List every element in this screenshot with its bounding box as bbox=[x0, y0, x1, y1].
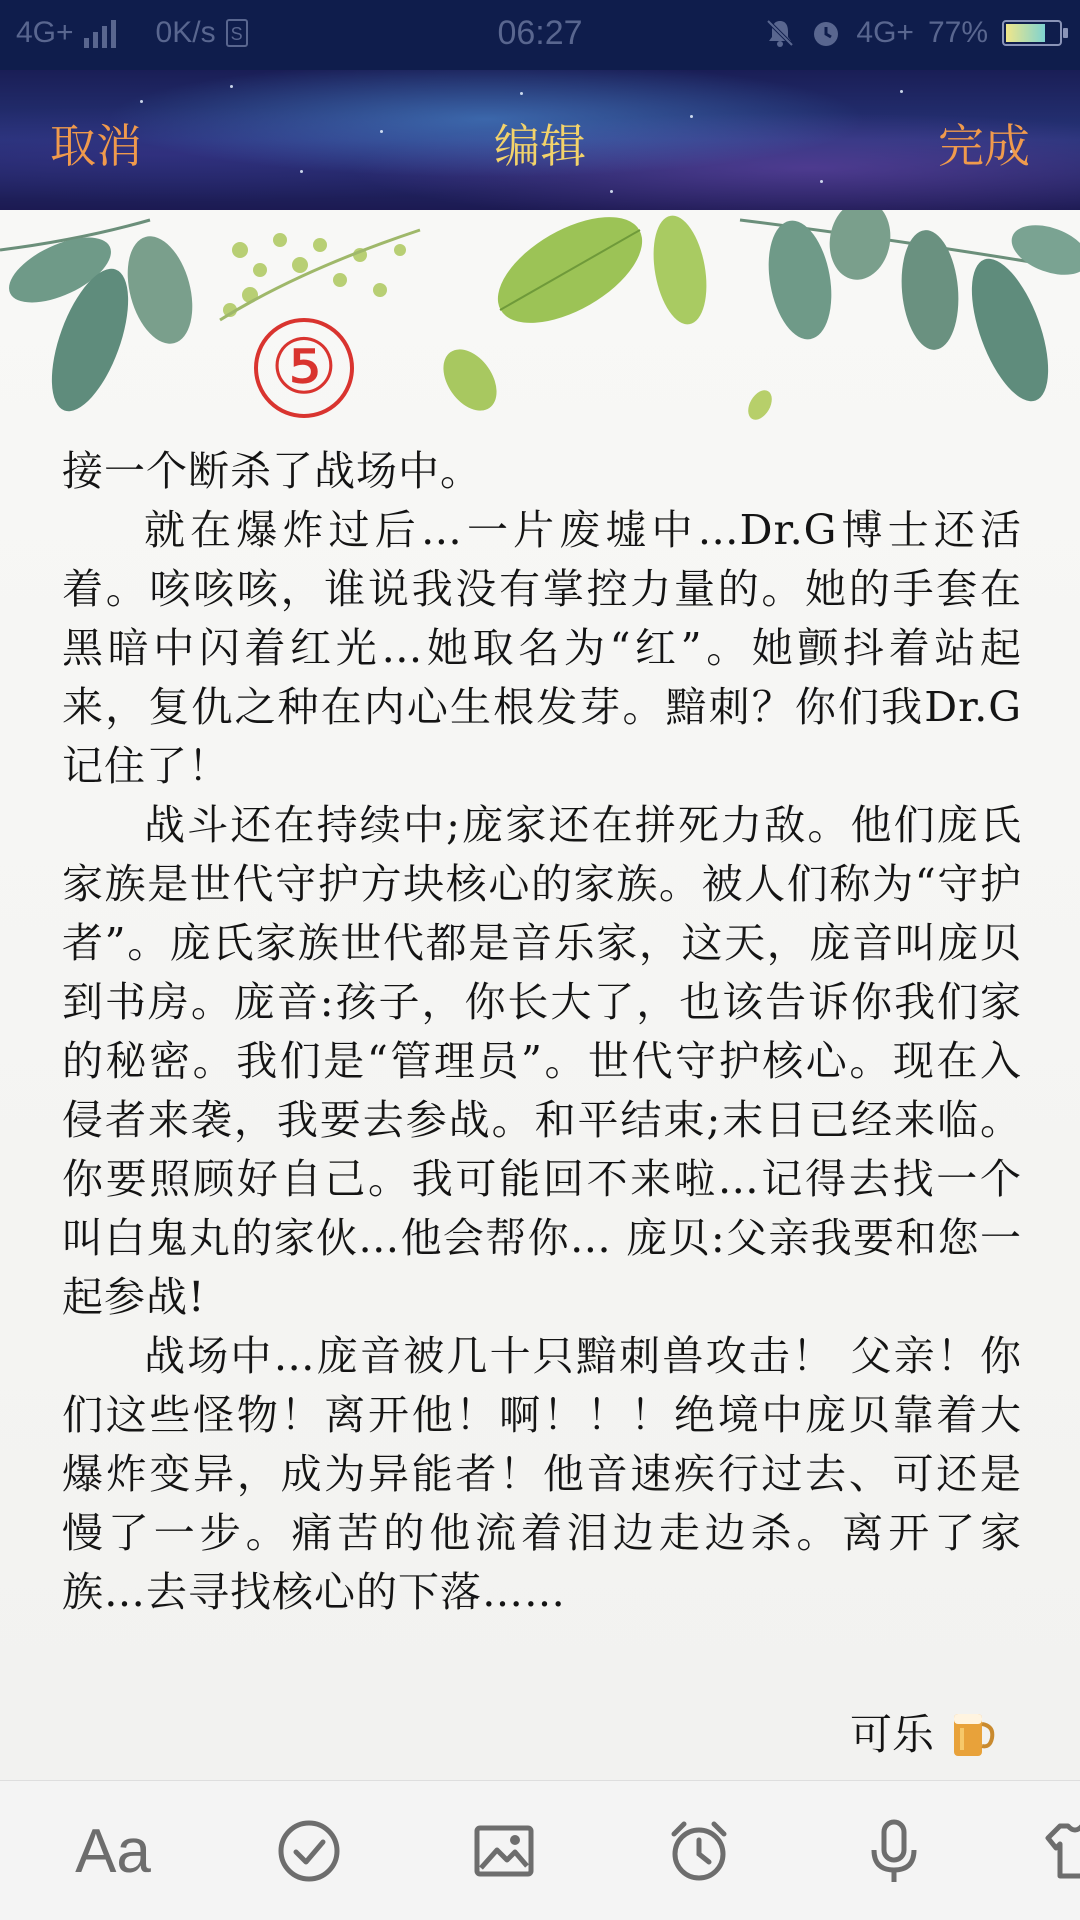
image-icon[interactable] bbox=[459, 1809, 549, 1893]
done-button[interactable]: 完成 bbox=[938, 110, 1030, 176]
clock: 06:27 bbox=[497, 14, 583, 52]
font-style-icon[interactable]: Aa bbox=[75, 1816, 151, 1886]
battery-percent: 77% bbox=[927, 16, 988, 49]
sim-icon: S bbox=[226, 19, 248, 47]
note-text[interactable] bbox=[62, 442, 1022, 1622]
mute-bell-icon bbox=[764, 17, 796, 49]
network-speed: 0K/s bbox=[155, 16, 216, 49]
step-number-badge: ⑤ bbox=[254, 318, 354, 418]
leaf-decoration-icon bbox=[0, 210, 1080, 450]
status-right bbox=[764, 16, 1062, 50]
note-signature bbox=[850, 1702, 996, 1762]
beer-mug-icon bbox=[948, 1704, 996, 1760]
network-type-label-right: 4G+ bbox=[856, 16, 914, 49]
note-paragraph: 就在爆炸过后…一片废墟中…Dr.G博士还活着。咳咳咳，谁说我没有掌控力量的。她的手套在黑暗中闪着红光…她取名为“红”。她颤抖着站起来，复仇之种在内心生根发芽。黯刺？你们我Dr.G记住了！ bbox=[62, 506, 1022, 790]
note-paragraph: 接一个断杀了战场中。 bbox=[62, 447, 482, 495]
battery-icon bbox=[1002, 20, 1062, 46]
shirt-icon[interactable] bbox=[1040, 1809, 1080, 1893]
app-header bbox=[0, 70, 1080, 210]
signature-text: 可乐 bbox=[849, 1710, 934, 1759]
network-type-label: 4G+ bbox=[16, 16, 74, 49]
battery-fill bbox=[1006, 24, 1045, 42]
cancel-button[interactable]: 取消 bbox=[50, 110, 142, 176]
status-bar bbox=[0, 0, 1080, 70]
note-paragraph: 战斗还在持续中;庞家还在拼死力敌。他们庞氏家族是世代守护方块核心的家族。被人们称为“守护者”。庞氏家族世代都是音乐家，这天，庞音叫庞贝到书房。庞音:孩子，你长大了，也该告诉你我们家的秘密。我们是“管理员”。世代守护核心。现在入侵者来袭，我要去参战。和平结束;末日已经来临。你要照顾好自己。我可能回不来啦…记得去找一个叫白鬼丸的家伙…他会帮你… 庞贝:父亲我要和您一起参战! bbox=[62, 801, 1022, 1321]
editor-toolbar bbox=[0, 1780, 1080, 1920]
note-content[interactable] bbox=[0, 210, 1080, 1780]
note-paragraph: 战场中…庞音被几十只黯刺兽攻击！ 父亲！你们这些怪物！离开他！啊！！！绝境中庞贝靠着大爆炸变异，成为异能者！他音速疾行过去、可还是慢了一步。痛苦的他流着泪边走边杀。离开了家族…去寻找核心的下落…… bbox=[62, 1332, 1022, 1616]
page-title: 编辑 bbox=[494, 119, 586, 173]
alarm-clock-icon[interactable] bbox=[654, 1809, 744, 1893]
checklist-icon[interactable] bbox=[264, 1809, 354, 1893]
alarm-icon bbox=[810, 17, 842, 49]
microphone-icon[interactable] bbox=[849, 1809, 939, 1893]
